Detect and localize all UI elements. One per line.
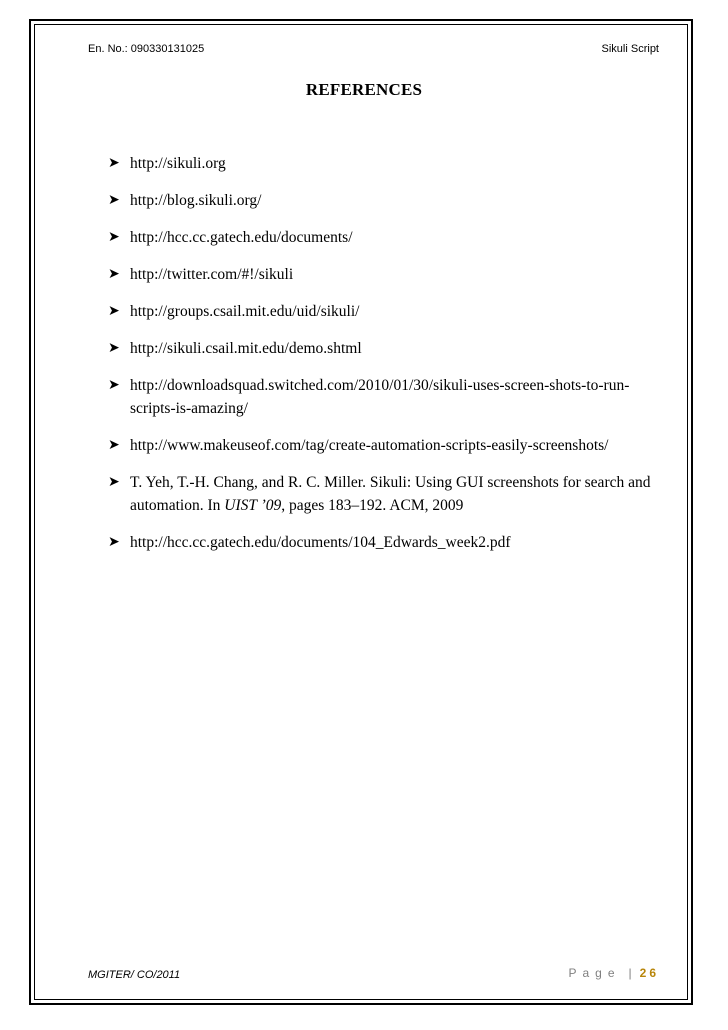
page-separator: | <box>628 966 632 980</box>
page-title: REFERENCES <box>305 80 423 99</box>
reference-item <box>108 189 668 212</box>
reference-item <box>108 337 668 360</box>
reference-link[interactable]: http://groups.csail.mit.edu/uid/sikuli/ <box>130 303 360 320</box>
citation-details: , pages 183–192. ACM, 2009 <box>281 497 464 514</box>
reference-citation <box>130 474 650 514</box>
reference-item <box>108 434 668 457</box>
page-number: 26 <box>639 966 659 980</box>
reference-item <box>108 531 668 554</box>
reference-link[interactable]: http://twitter.com/#!/sikuli <box>130 266 294 283</box>
reference-item <box>108 374 668 420</box>
citation-venue: UIST ’09 <box>224 497 282 514</box>
page-indicator <box>568 966 659 980</box>
reference-link[interactable]: http://sikuli.csail.mit.edu/demo.shtml <box>130 340 362 357</box>
arrow-bullet-icon: ➤ <box>108 475 120 490</box>
references-list <box>108 152 668 568</box>
arrow-bullet-icon: ➤ <box>108 535 120 550</box>
reference-item <box>108 300 668 323</box>
reference-link[interactable]: http://downloadsquad.switched.com/2010/01/30/sikuli-uses-screen-shots-to-run-scripts-is-amazing/ <box>130 377 630 417</box>
page-label: Page <box>568 966 621 980</box>
reference-link[interactable]: http://www.makeuseof.com/tag/create-automation-scripts-easily-screenshots/ <box>130 437 609 454</box>
reference-item <box>108 471 668 517</box>
arrow-bullet-icon: ➤ <box>108 438 120 453</box>
enrollment-number: En. No.: 090330131025 <box>88 43 205 55</box>
arrow-bullet-icon: ➤ <box>108 304 120 319</box>
reference-link[interactable]: http://sikuli.org <box>130 155 226 172</box>
reference-item <box>108 263 668 286</box>
document-subject: Sikuli Script <box>601 43 659 55</box>
arrow-bullet-icon: ➤ <box>108 378 120 393</box>
citation-authors-title: T. Yeh, T.-H. Chang, and R. C. Miller. Sikuli: Using GUI screenshots for search and automation. In <box>130 474 651 514</box>
reference-item <box>108 152 668 175</box>
arrow-bullet-icon: ➤ <box>108 156 120 171</box>
footer-institution: MGITER/ CO/2011 <box>88 969 181 981</box>
reference-link[interactable]: http://blog.sikuli.org/ <box>130 192 262 209</box>
arrow-bullet-icon: ➤ <box>108 193 120 208</box>
reference-link[interactable]: http://hcc.cc.gatech.edu/documents/104_Edwards_week2.pdf <box>130 534 511 551</box>
reference-link[interactable]: http://hcc.cc.gatech.edu/documents/ <box>130 229 353 246</box>
arrow-bullet-icon: ➤ <box>108 230 120 245</box>
reference-item <box>108 226 668 249</box>
arrow-bullet-icon: ➤ <box>108 341 120 356</box>
arrow-bullet-icon: ➤ <box>108 267 120 282</box>
